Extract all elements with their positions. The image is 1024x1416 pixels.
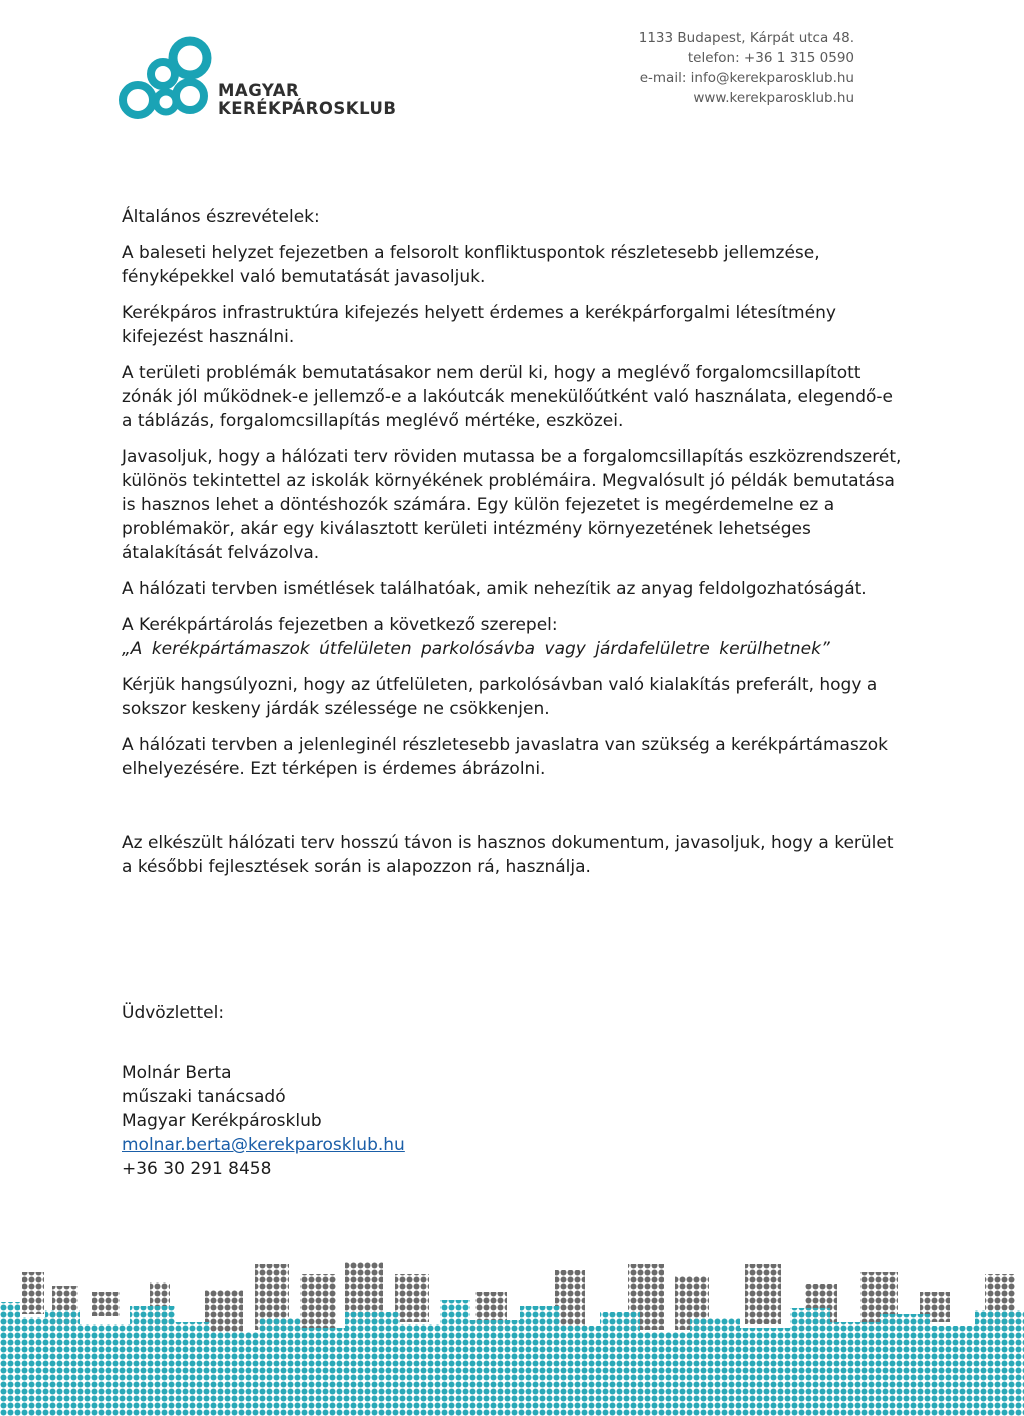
signature-phone: +36 30 291 8458 <box>122 1159 272 1179</box>
signature-email-link[interactable]: molnar.berta@kerekparosklub.hu <box>122 1135 405 1155</box>
logo-line-1: MAGYAR <box>218 81 300 100</box>
logo-line-2: KERÉKPÁROSKLUB <box>218 99 397 118</box>
paragraph-infrastructure: Kerékpáros infrastruktúra kifejezés helyett érdemes a kerékpárforgalmi létesítmény kifejezést használni. <box>122 303 836 347</box>
club-logo <box>118 30 418 130</box>
paragraph-conclusion: Az elkészült hálózati terv hosszú távon is hasznos dokumentum, javasoljuk, hogy a kerület a későbbi fejlesztések során is alapozzon rá, használja. <box>122 833 894 877</box>
contact-email: e-mail: info@kerekparosklub.hu <box>639 70 854 86</box>
section-heading: Általános észrevételek: <box>122 207 320 227</box>
logo-wordmark <box>218 82 396 118</box>
circles-logo-icon <box>118 30 218 130</box>
contact-block <box>639 28 854 108</box>
paragraph-storage-intro: A Kerékpártárolás fejezetben a következő szerepel: <box>122 615 558 635</box>
paragraph-area-problems: A területi problémák bemutatásakor nem derül ki, hogy a meglévő forgalomcsillapított zónák jól működnek-e jellemző-e a lakóutcák menekülőútként való használata, elegendő-e a táblázás, forgalomcsillapítás meglévő mértéke, eszközei. <box>122 363 893 431</box>
greeting: Üdvözlettel: <box>122 1003 225 1023</box>
paragraph-traffic-calming: Javasoljuk, hogy a hálózati terv röviden mutassa be a forgalomcsillapítás eszközrendszerét, különös tekintettel az iskolák környékének problémáira. Megvalósult jó példák bemutatása is hasznos lehet a döntéshozók számára. Egy külön fejezetet is megérdemelne ez a problémakör, akár egy kiválasztott kerületi intézmény környezetének lehetséges átalakítását felvázolva. <box>122 447 902 563</box>
paragraph-repetitions: A hálózati tervben ismétlések találhatóak, amik nehezítik az anyag feldolgozhatóságát. <box>122 579 867 599</box>
skyline-decoration <box>0 1262 1024 1416</box>
contact-phone: telefon: +36 1 315 0590 <box>687 50 854 66</box>
signature-org: Magyar Kerékpárosklub <box>122 1111 322 1131</box>
paragraph-storage-quote: „A kerékpártámaszok útfelületen parkolósávba vagy járdafelületre kerülhetnek” <box>122 639 830 659</box>
contact-web: www.kerekparosklub.hu <box>693 90 854 106</box>
paragraph-emphasis: Kérjük hangsúlyozni, hogy az útfelületen, parkolósávban való kialakítás preferált, hogy a sokszor keskeny járdák szélessége ne csökkenjen. <box>122 675 878 719</box>
letter-body <box>122 205 902 1181</box>
paragraph-stands: A hálózati tervben a jelenleginél részletesebb javaslatra van szükség a kerékpártámaszok elhelyezésére. Ezt térképen is érdemes ábrázolni. <box>122 735 888 779</box>
contact-address: 1133 Budapest, Kárpát utca 48. <box>638 30 854 46</box>
paragraph-accidents: A baleseti helyzet fejezetben a felsorolt konfliktuspontok részletesebb jellemzése, fényképekkel való bemutatását javasoljuk. <box>122 243 820 287</box>
signature-title: műszaki tanácsadó <box>122 1087 286 1107</box>
signature-block <box>122 1061 902 1181</box>
signature-name: Molnár Berta <box>122 1063 232 1083</box>
